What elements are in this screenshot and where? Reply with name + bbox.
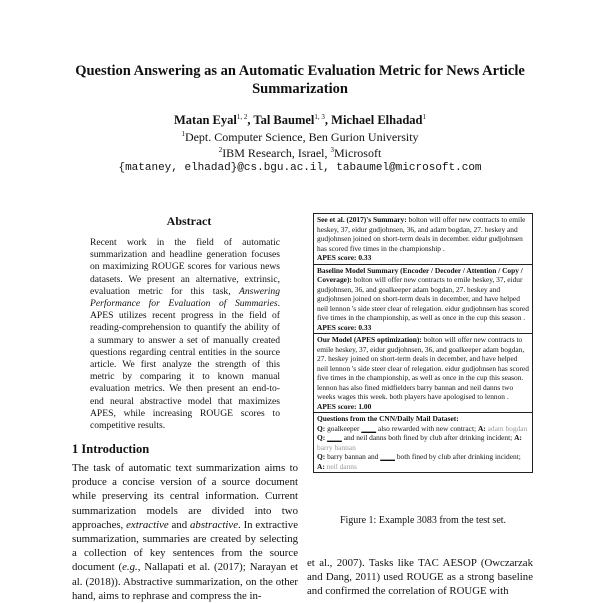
figure-summary-our-model: [314, 334, 532, 413]
question-text: and neil danns both fined by club after drinking incident;: [341, 433, 513, 442]
intro-text: The task of automatic text summarization aims to produce a concise version of a source document while preserving its central information. Current summarization models are divided into two approaches,: [72, 462, 298, 531]
question-blank: ____: [327, 433, 342, 442]
question-text: both fined by club after drinking incident;: [395, 452, 521, 461]
affiliation-text: Dept. Computer Science, Ben Gurion University: [184, 130, 419, 144]
answer-prefix: A:: [514, 433, 522, 442]
author-superscript: 1, 2: [236, 113, 248, 121]
intro-emphasis: e.g.: [122, 561, 138, 574]
summary-text: bolton will offer new contracts to emile heskey, 37, eidur gudjohnsen, 36, and adam bogdan, 27. heskey and gudjohnsen joined on short-term deals in december. eidur gudjohnsen has scored five times in the championship .: [317, 215, 526, 253]
figure-summary-baseline: [314, 265, 532, 335]
figure-1-box: [313, 213, 533, 473]
affiliation-1: [60, 130, 540, 145]
author-emails: {mataney, elhadad}@cs.bgu.ac.il, tabaumel@microsoft.com: [118, 162, 482, 174]
apes-score: APES score: 1.00: [317, 401, 372, 411]
paper-title: Question Answering as an Automatic Evaluation Metric for News Article Summarization: [75, 63, 525, 97]
apes-score: APES score: 0.33: [317, 253, 372, 262]
question-text: also rewarded with new contract;: [376, 423, 477, 433]
affiliation-text: Microsoft: [333, 146, 382, 160]
figure-questions: [314, 413, 532, 472]
apes-score: APES score: 0.33: [317, 322, 372, 332]
question-prefix: Q:: [317, 452, 326, 461]
affiliation-superscript: 2: [218, 146, 223, 154]
answer-prefix: A:: [477, 423, 486, 433]
affiliation-superscript: 3: [330, 146, 334, 154]
right-column-body: et al., 2007). Tasks like TAC AESOP (Owczarzak and Dang, 2011) used ROUGE as a strong baseline and confirmed the correlation of ROUGE with: [307, 557, 533, 598]
author-superscript: 1, 3: [314, 113, 325, 121]
affiliation-2: [60, 146, 540, 161]
author-name: Matan Eyal: [174, 113, 237, 127]
answer-text: barry bannan: [317, 442, 356, 452]
abstract-text: . APES utilizes recent progress in the field of reading-comprehension to quantify the ability of a summary to answer a set of manually created questions regarding central entities in the source article. We first analyze the strength of this metric by comparing it to known manual evaluation metrics. We then present an end-to-end neural abstractive model that maximizes APES, while increasing ROUGE scores to competitive results.: [90, 298, 280, 432]
abstract-body: [90, 237, 280, 432]
summary-text: bolton will offer new contracts to emile heskey, 37, eidur gudjohnsen, 36, and goalkeeper adam bogdan, 27. heskey joined on short-term deals in december, and have helped neil lennon 's side steer clear of relegation. eidur gudjohnsen has scored five times in the championship, as well as once in the cup this season. lennon has also fined midfielders barry bannan and neil danns two weeks wages this week. both players have apologised to lennon .: [317, 335, 529, 401]
figure-summary-see: [314, 214, 532, 265]
question-prefix: Q:: [317, 423, 326, 433]
intro-emphasis: abstractive: [190, 518, 238, 531]
question-text: barry bannan and: [325, 452, 381, 461]
author-name: Tal Baumel: [253, 113, 315, 127]
intro-text: , Nallapati et al. (2017); Narayan et al. (2018)). Abstractive summarization, on the other hand, aims to rephrase and compress the in-: [72, 561, 298, 602]
question-prefix: Q:: [317, 433, 326, 442]
summary-text: bolton will offer new contracts to emile heskey, 37, eidur gudjohnsen, 36, and goalkeeper adam bogdan, 27. heskey and gudjohnsen joined on short-term deals in december, and have helped neil lennon 's side steer clear of relegation. eidur gudjohnsen has scored five times in the championship, as well as once in the cup this season .: [317, 275, 529, 322]
author-superscript: 1: [422, 113, 426, 121]
question-text: goalkeeper: [325, 423, 362, 433]
summary-label: Our Model (APES optimization):: [317, 335, 422, 344]
summary-label: See et al. (2017)'s Summary:: [317, 215, 407, 224]
affiliation-text: IBM Research, Israel,: [222, 146, 331, 160]
abstract-text: Recent work in the field of automatic summarization and headline generation focuses on maximizing ROUGE scores for various news datasets. We present an alternative, extrinsic, evaluation metric for this task,: [90, 237, 280, 297]
question-blank: ____: [380, 452, 395, 461]
intro-emphasis: extractive: [126, 518, 169, 531]
summary-label: Baseline Model Summary (Encoder / Decoder / Attention / Copy / Coverage):: [317, 265, 523, 284]
answer-text: neil danns: [324, 461, 357, 471]
author-name: Michael Elhadad: [331, 113, 423, 127]
figure-caption: Figure 1: Example 3083 from the test set.: [339, 515, 507, 526]
intro-text: and: [168, 518, 191, 531]
section-heading-introduction: 1 Introduction: [72, 442, 150, 456]
introduction-body: [72, 461, 298, 603]
intro-text: . In extractive summarization, summaries are created by selecting a collection of key sentences from the source document (: [72, 518, 298, 574]
abstract-heading: Abstract: [166, 214, 212, 228]
affiliation-superscript: 1: [181, 130, 185, 138]
answer-prefix: A:: [317, 461, 325, 471]
questions-heading: Questions from the CNN/Daily Mail Dataset:: [317, 414, 459, 423]
question-blank: ____: [361, 423, 377, 433]
author-line: Matan Eyal$^{1, 2}$, Tal Baumel$^{1, 3}$, Michael Elhadad$^1$: [174, 113, 426, 127]
answer-text: adam bogdan: [485, 423, 528, 433]
abstract-emphasis: Answering Performance for Evaluation of Summaries: [90, 285, 280, 310]
